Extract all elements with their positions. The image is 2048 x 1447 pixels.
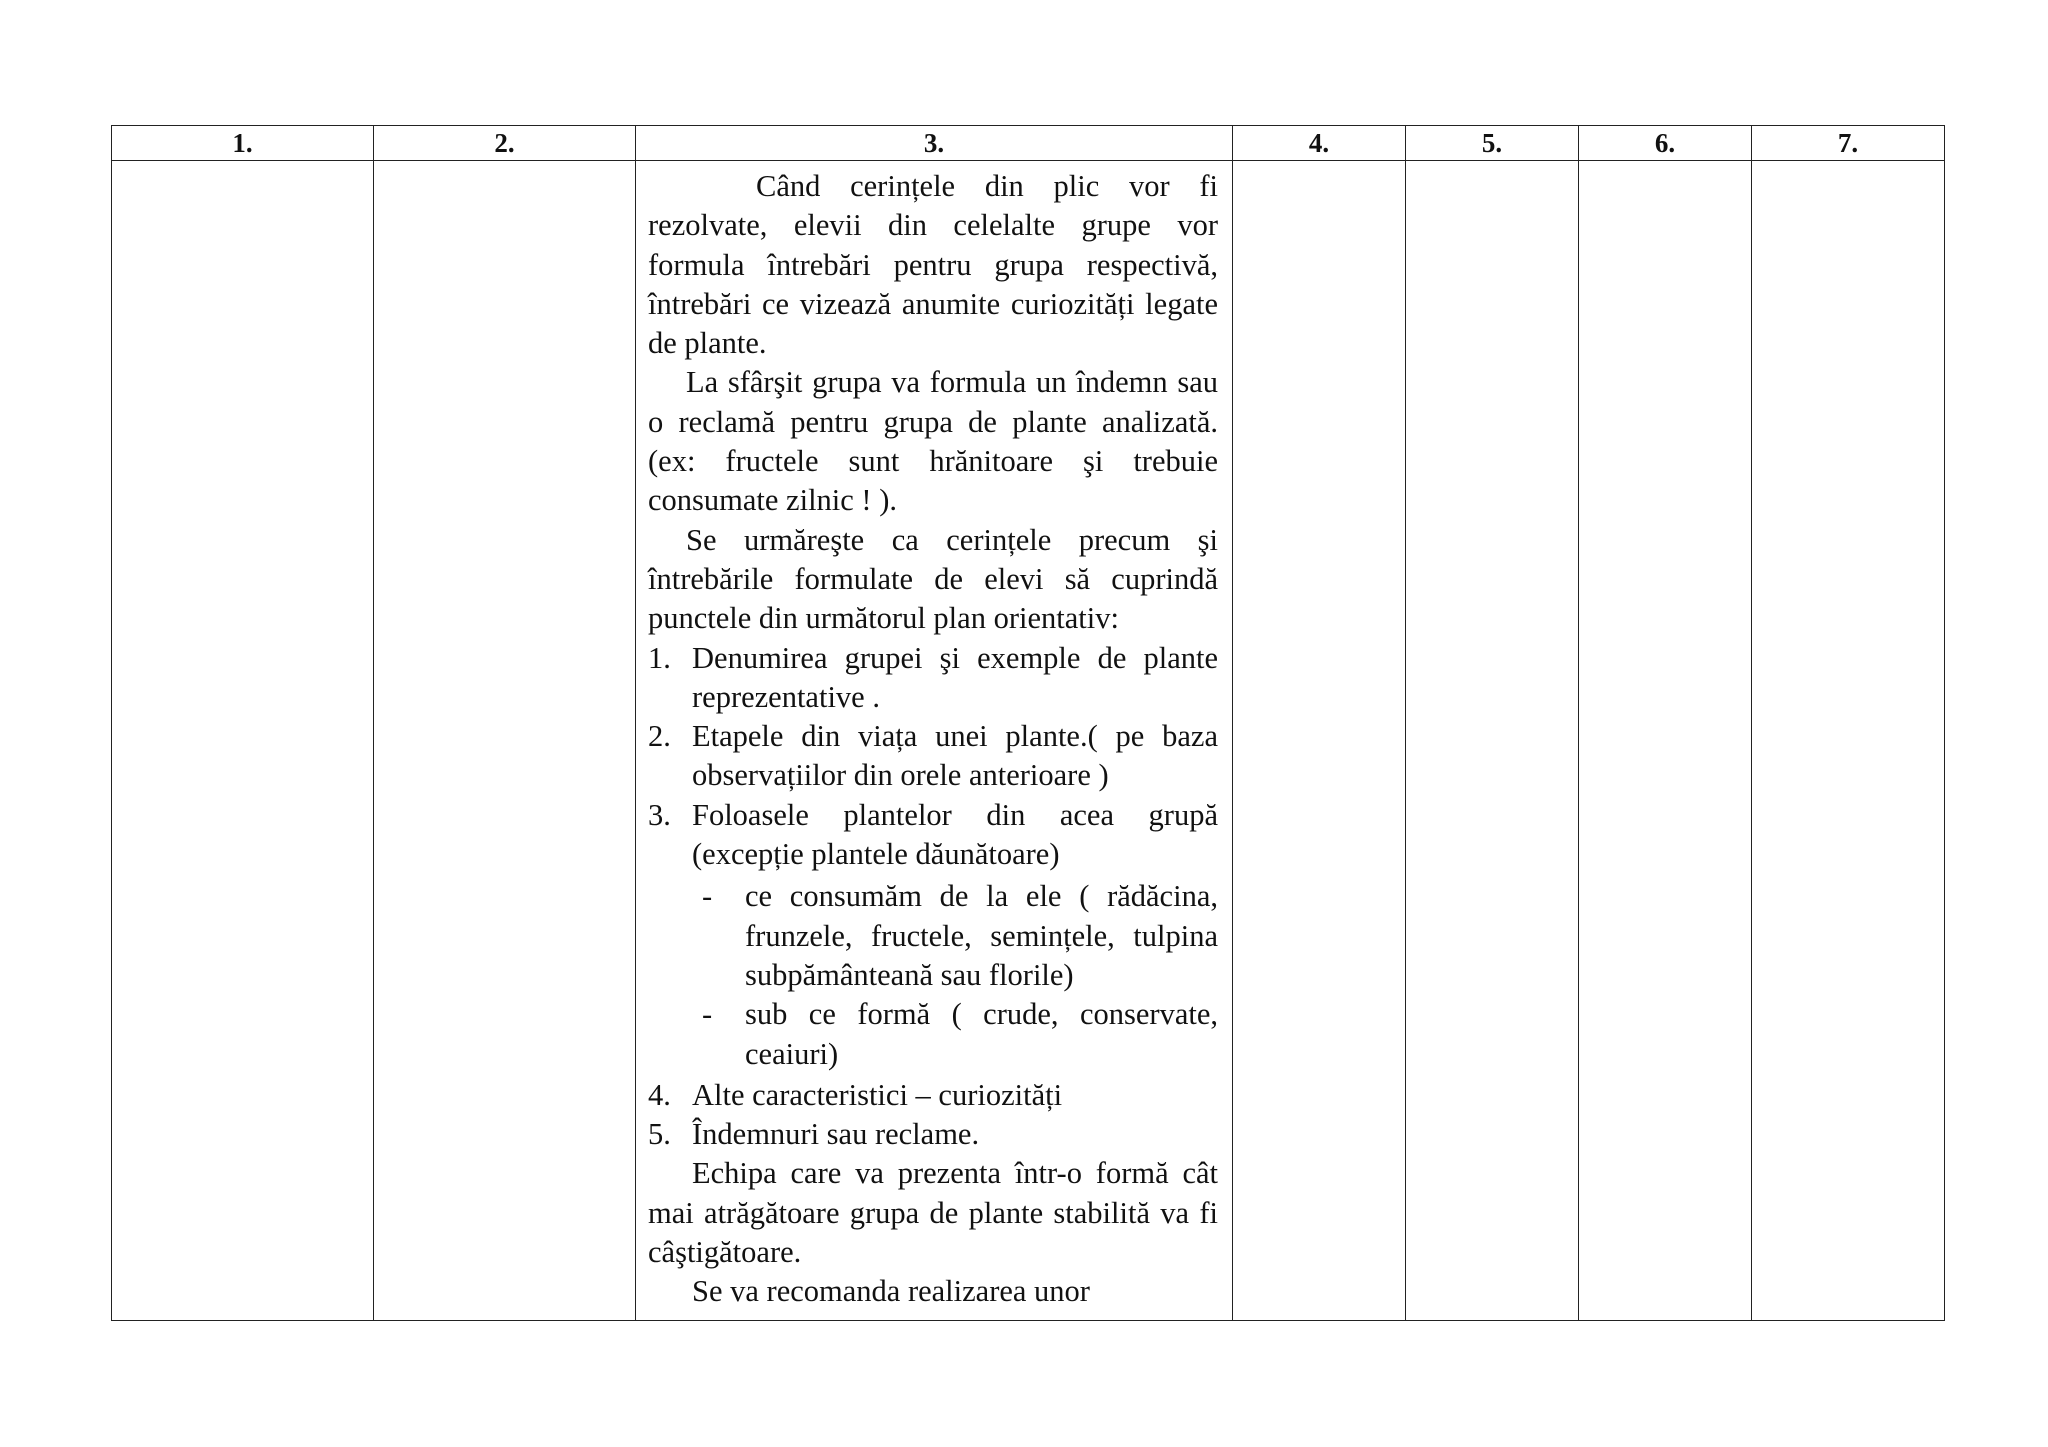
paragraph-recommendation: Se va recomanda realizarea unor [692, 1274, 1090, 1309]
cell-col-1 [112, 161, 374, 1321]
list-number: 4. [648, 1077, 671, 1112]
paragraph-slogan: La sfârşit grupa va formula un îndemn sau o reclamă pentru grupa de plante analizată.(ex: fructele sunt hrănitoare şi trebuie consumate zilnic ! ). [648, 365, 1218, 518]
list-item [648, 796, 1218, 1074]
list-item [648, 639, 1218, 718]
list-number: 5. [648, 1117, 671, 1152]
sublist-item [692, 877, 1218, 995]
column-header-4: 4. [1233, 126, 1406, 161]
paragraph-plan-intro: Se urmăreşte ca cerințele precum şi întrebările formulate de elevi să cuprindă punctele din următorul plan orientativ: [648, 522, 1218, 636]
orientative-plan-list [648, 639, 1218, 1155]
cell-col-7 [1752, 161, 1945, 1321]
column-header-5: 5. [1406, 126, 1579, 161]
column-header-3: 3. [636, 126, 1233, 161]
list-item-text: Etapele din viața unei plante.( pe baza observațiilor din orele anterioare ) [692, 719, 1218, 793]
dash-bullet: - [702, 997, 713, 1032]
list-number: 1. [648, 640, 671, 675]
table-row [112, 161, 1945, 1321]
list-item-text: Alte caracteristici – curiozități [692, 1077, 1063, 1112]
sublist-item-text: ce consumăm de la ele ( rădăcina, frunzele, fructele, semințele, tulpina subpământeană sau florile) [745, 879, 1218, 992]
column-header-6: 6. [1579, 126, 1752, 161]
cell-col-4 [1233, 161, 1406, 1321]
list-item-text: Denumirea grupei şi exemple de plante reprezentative . [692, 640, 1218, 714]
list-item [648, 1076, 1218, 1115]
header-row [112, 126, 1945, 161]
column-header-1: 1. [112, 126, 374, 161]
cell-col-2 [374, 161, 636, 1321]
activity-description [648, 167, 1218, 1312]
cell-col-6 [1579, 161, 1752, 1321]
list-item-text: Îndemnuri sau reclame. [692, 1117, 980, 1152]
dash-bullet: - [702, 879, 713, 914]
lesson-plan-table [111, 125, 1945, 1321]
sublist-item [692, 995, 1218, 1074]
column-header-7: 7. [1752, 126, 1945, 161]
list-item [648, 1115, 1218, 1154]
column-header-2: 2. [374, 126, 636, 161]
list-number: 3. [648, 797, 671, 832]
list-item-text: Foloasele plantelor din acea grupă (excepție plantele dăunătoare) [692, 797, 1218, 872]
list-item [648, 717, 1218, 796]
sublist-item-text: sub ce formă ( crude, conservate, ceaiuri) [745, 997, 1218, 1071]
list-number: 2. [648, 719, 671, 754]
paragraph-questions: Când cerințele din plic vor fi rezolvate, elevii din celelalte grupe vor formula întrebări pentru grupa respectivă, întrebări ce vizează anumite curiozități legate de plante. [648, 169, 1218, 361]
uses-sublist [692, 877, 1218, 1073]
cell-col-3 [636, 161, 1233, 1321]
paragraph-winner: Echipa care va prezenta într-o formă cât mai atrăgătoare grupa de plante stabilită va fi câştigătoare. [648, 1156, 1218, 1270]
cell-col-5 [1406, 161, 1579, 1321]
